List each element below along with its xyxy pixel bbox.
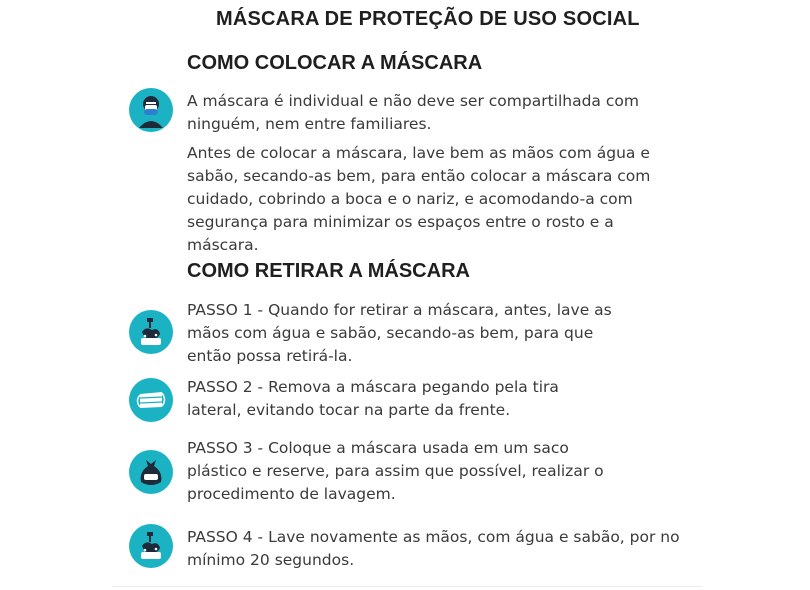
masked-person-icon	[129, 88, 173, 132]
section-heading-remove: COMO RETIRAR A MÁSCARA	[187, 260, 470, 282]
hand-washing-icon	[129, 524, 173, 568]
step-1-text: PASSO 1 - Quando for retirar a máscara, antes, lave as mãos com água e sabão, secando-as bem, para que então possa retirá-la.	[187, 301, 612, 365]
step-3-text: PASSO 3 - Coloque a máscara usada em um saco plástico e reserve, para assim que possível, realizar o procedimento de lavagem.	[187, 439, 604, 503]
mask-strap-icon	[129, 378, 173, 422]
step-4-text: PASSO 4 - Lave novamente as mãos, com água e sabão, por no mínimo 20 segundos.	[187, 528, 680, 569]
plastic-bag-icon	[129, 450, 173, 494]
hand-washing-icon	[129, 310, 173, 354]
put-on-paragraph-1: A máscara é individual e não deve ser compartilhada com ninguém, nem entre familiares.	[187, 92, 639, 133]
page-title: MÁSCARA DE PROTEÇÃO DE USO SOCIAL	[216, 8, 640, 30]
put-on-paragraph-2: Antes de colocar a máscara, lave bem as mãos com água e sabão, secando-as bem, para então colocar a máscara com cuidado, cobrindo a boca e o nariz, e acomodando-a com segurança para minimizar os espaços entre o rosto e a máscara.	[187, 144, 651, 254]
panel-bottom-divider	[112, 586, 702, 587]
step-2-text: PASSO 2 - Remova a máscara pegando pela tira lateral, evitando tocar na parte da frente.	[187, 378, 559, 419]
section-heading-put-on: COMO COLOCAR A MÁSCARA	[187, 52, 483, 74]
